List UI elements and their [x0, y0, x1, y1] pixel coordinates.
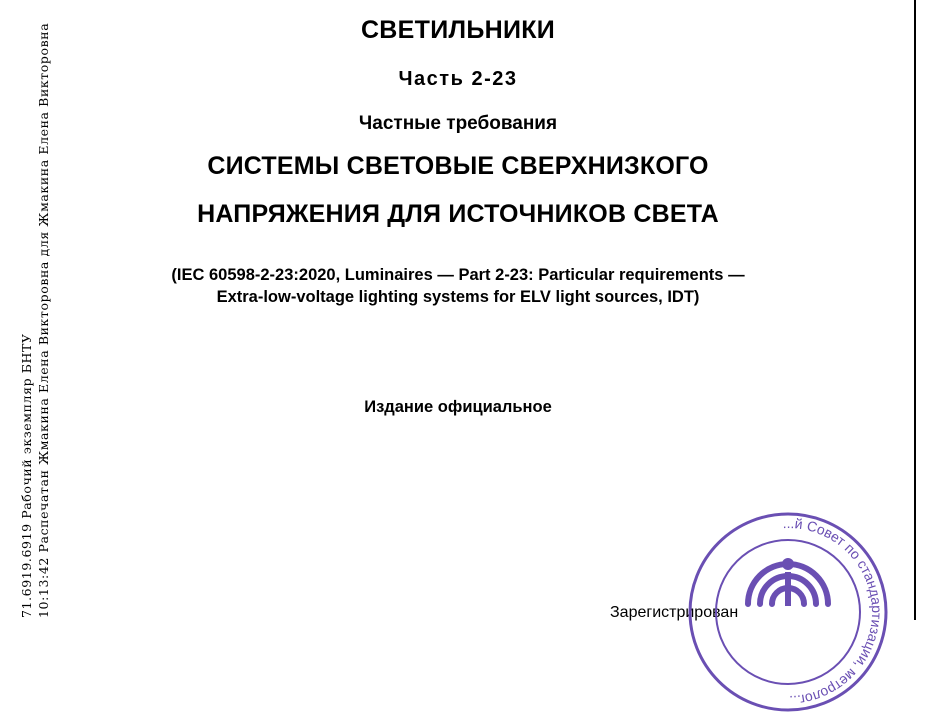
document-subtitle: Частные требования — [358, 113, 558, 134]
registered-label: Зарегистрирован — [610, 604, 739, 621]
iec-reference-line-1: (IEC 60598-2-23:2020, Luminaires — Part 2-23: Particular requirements — — [171, 266, 745, 284]
document-part: Часть 2-23 — [398, 68, 518, 90]
iec-reference-line-2: Extra-low-voltage lighting systems for ELV light sources, IDT) — [216, 288, 700, 306]
document-heading-line-1: СИСТЕМЫ СВЕТОВЫЕ СВЕРХНИЗКОГО — [207, 152, 709, 180]
side-stamp-line-1: 71.6919.6919 Рабочий экземпляр БНТУ — [19, 333, 34, 618]
seal-text: ...й Совет по стандартизации, метролог... — [782, 514, 886, 710]
document-heading-line-2: НАПРЯЖЕНИЯ ДЛЯ ИСТОЧНИКОВ СВЕТА — [197, 200, 719, 228]
side-stamp-line-2: 10:13:42 Распечатан Жмакина Елена Викторовна для Жмакина Елена Викторовна — [36, 22, 51, 618]
registration-seal-icon — [688, 512, 888, 712]
document-title: СВЕТИЛЬНИКИ — [360, 16, 556, 44]
side-print-stamp — [18, 23, 52, 618]
edition-label: Издание официальное — [364, 398, 552, 416]
